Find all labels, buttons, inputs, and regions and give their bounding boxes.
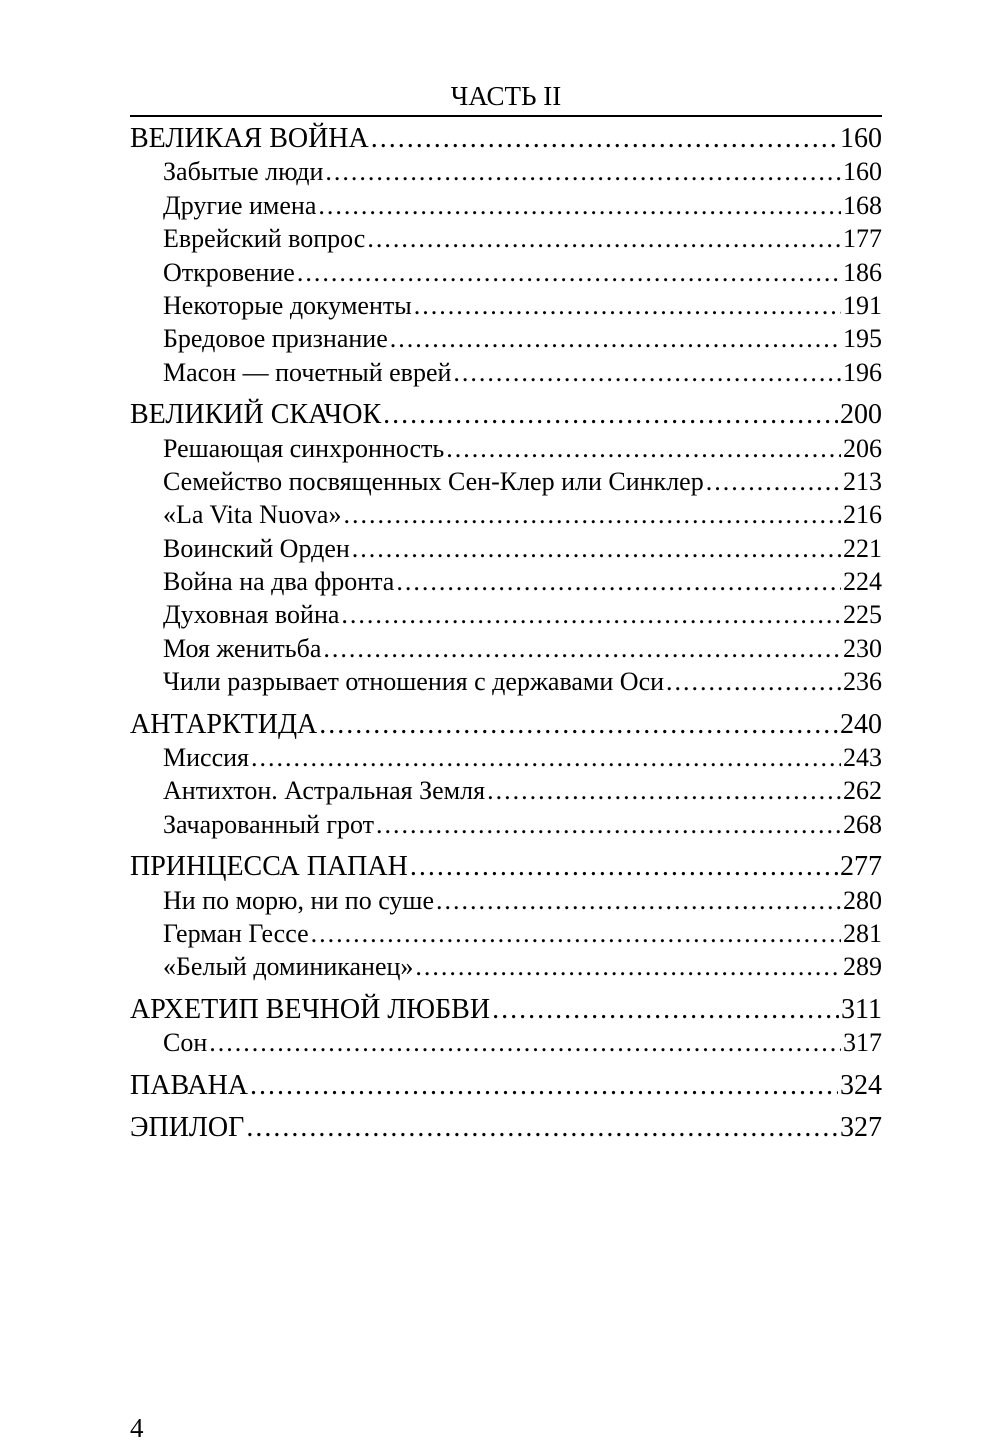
- entry-title: Герман Гессе: [163, 918, 309, 948]
- dot-leader: [436, 884, 841, 917]
- entry-title: ВЕЛИКИЙ СКАЧОК: [130, 399, 382, 431]
- part-title: ЧАСТЬ II: [450, 81, 562, 111]
- entry-title: Ни по морю, ни по суше: [163, 885, 434, 915]
- entry-title: Миссия: [163, 743, 249, 773]
- toc-subentry: [130, 741, 882, 774]
- toc-chapter-entry: [130, 122, 882, 155]
- entry-title: Некоторые документы: [163, 290, 412, 320]
- toc-subentry: [130, 884, 882, 917]
- entry-page-number: 327: [840, 1111, 882, 1143]
- entry-title: Духовная война: [163, 600, 340, 630]
- entry-page-number: 240: [840, 708, 882, 740]
- dot-leader: [415, 950, 841, 983]
- dot-leader: [251, 741, 841, 774]
- entry-title: Антихтон. Астральная Земля: [163, 776, 486, 806]
- toc-subentry: [130, 155, 882, 188]
- toc-subentry: [130, 356, 882, 389]
- table-of-contents: [130, 122, 882, 1153]
- entry-page-number: 268: [843, 809, 882, 839]
- dot-leader: [706, 465, 841, 498]
- dot-leader: [319, 708, 838, 741]
- dot-leader: [414, 289, 841, 322]
- page-number: 4: [130, 1413, 144, 1443]
- entry-page-number: 236: [843, 667, 882, 697]
- entry-page-number: 324: [840, 1069, 882, 1101]
- entry-title: «La Vita Nuova»: [163, 500, 342, 530]
- dot-leader: [383, 398, 838, 431]
- dot-leader: [367, 222, 841, 255]
- entry-title: Моя женитьба: [163, 633, 322, 663]
- toc-subentry: [130, 256, 882, 289]
- toc-chapter-entry: [130, 1069, 882, 1102]
- toc-subentry: [130, 465, 882, 498]
- dot-leader: [396, 565, 841, 598]
- dot-leader: [666, 665, 841, 698]
- toc-section: [130, 993, 882, 1060]
- entry-title: Забытые люди: [163, 157, 324, 187]
- toc-subentry: [130, 432, 882, 465]
- entry-title: Еврейский вопрос: [163, 224, 366, 254]
- entry-page-number: 243: [843, 743, 882, 773]
- toc-section: [130, 122, 882, 389]
- dot-leader: [325, 155, 841, 188]
- entry-title: Откровение: [163, 257, 295, 287]
- entry-page-number: 195: [843, 324, 882, 354]
- entry-page-number: 224: [843, 567, 882, 597]
- toc-subentry: [130, 189, 882, 222]
- toc-chapter-entry: [130, 993, 882, 1026]
- toc-subentry: [130, 665, 882, 698]
- dot-leader: [492, 993, 839, 1026]
- entry-page-number: 191: [843, 290, 882, 320]
- toc-subentry: [130, 774, 882, 807]
- toc-chapter-entry: [130, 850, 882, 883]
- dot-leader: [371, 122, 838, 155]
- entry-title: Семейство посвященных Сен-Клер или Синклер: [163, 466, 704, 496]
- entry-title: Масон — почетный еврей: [163, 357, 452, 387]
- entry-page-number: 280: [843, 885, 882, 915]
- entry-title: Война на два фронта: [163, 567, 395, 597]
- entry-page-number: 168: [843, 190, 882, 220]
- entry-page-number: 160: [843, 157, 882, 187]
- entry-title: Бредовое признание: [163, 324, 388, 354]
- entry-title: ПРИНЦЕССА ПАПАН: [130, 851, 408, 883]
- toc-chapter-entry: [130, 1111, 882, 1144]
- dot-leader: [246, 1111, 838, 1144]
- toc-subentry: [130, 532, 882, 565]
- entry-title: Воинский Орден: [163, 533, 350, 563]
- dot-leader: [390, 322, 841, 355]
- entry-title: Решающая синхронность: [163, 433, 445, 463]
- dot-leader: [341, 598, 841, 631]
- dot-leader: [410, 850, 838, 883]
- dot-leader: [250, 1069, 838, 1102]
- toc-subentry: [130, 565, 882, 598]
- toc-subentry: [130, 498, 882, 531]
- entry-title: Чили разрывает отношения с державами Оси: [163, 667, 665, 697]
- dot-leader: [323, 632, 841, 665]
- toc-subentry: [130, 1026, 882, 1059]
- entry-title: Другие имена: [163, 190, 317, 220]
- dot-leader: [376, 808, 841, 841]
- dot-leader: [453, 356, 841, 389]
- toc-section: [130, 1069, 882, 1102]
- entry-title: АНТАРКТИДА: [130, 708, 318, 740]
- dot-leader: [352, 532, 841, 565]
- entry-page-number: 213: [843, 466, 882, 496]
- entry-title: «Белый доминиканец»: [163, 952, 414, 982]
- entry-title: Зачарованный грот: [163, 809, 375, 839]
- entry-page-number: 221: [843, 533, 882, 563]
- toc-section: [130, 398, 882, 699]
- dot-leader: [343, 498, 841, 531]
- entry-page-number: 196: [843, 357, 882, 387]
- toc-subentry: [130, 289, 882, 322]
- entry-page-number: 311: [841, 993, 882, 1025]
- toc-section: [130, 850, 882, 984]
- entry-page-number: 317: [843, 1028, 882, 1058]
- entry-page-number: 230: [843, 633, 882, 663]
- entry-title: ВЕЛИКАЯ ВОЙНА: [130, 123, 369, 154]
- entry-page-number: 281: [843, 918, 882, 948]
- entry-page-number: 277: [840, 851, 882, 883]
- toc-subentry: [130, 222, 882, 255]
- entry-page-number: 225: [843, 600, 882, 630]
- toc-chapter-entry: [130, 398, 882, 431]
- title-rule: [130, 115, 882, 117]
- entry-page-number: 160: [840, 123, 882, 154]
- toc-subentry: [130, 632, 882, 665]
- toc-subentry: [130, 598, 882, 631]
- dot-leader: [311, 917, 841, 950]
- entry-page-number: 262: [843, 776, 882, 806]
- toc-subentry: [130, 950, 882, 983]
- toc-section: [130, 708, 882, 842]
- dot-leader: [487, 774, 841, 807]
- entry-page-number: 186: [843, 257, 882, 287]
- entry-title: ЭПИЛОГ: [130, 1111, 245, 1143]
- toc-section: [130, 1111, 882, 1144]
- entry-page-number: 289: [843, 952, 882, 982]
- dot-leader: [446, 432, 841, 465]
- toc-subentry: [130, 808, 882, 841]
- entry-page-number: 200: [840, 399, 882, 431]
- toc-subentry: [130, 917, 882, 950]
- entry-title: ПАВАНА: [130, 1069, 249, 1101]
- entry-page-number: 206: [843, 433, 882, 463]
- entry-page-number: 177: [843, 224, 882, 254]
- toc-subentry: [130, 322, 882, 355]
- entry-title: Сон: [163, 1028, 208, 1058]
- dot-leader: [297, 256, 841, 289]
- dot-leader: [318, 189, 841, 222]
- entry-page-number: 216: [843, 500, 882, 530]
- dot-leader: [209, 1026, 841, 1059]
- entry-title: АРХЕТИП ВЕЧНОЙ ЛЮБВИ: [130, 993, 491, 1025]
- toc-chapter-entry: [130, 708, 882, 741]
